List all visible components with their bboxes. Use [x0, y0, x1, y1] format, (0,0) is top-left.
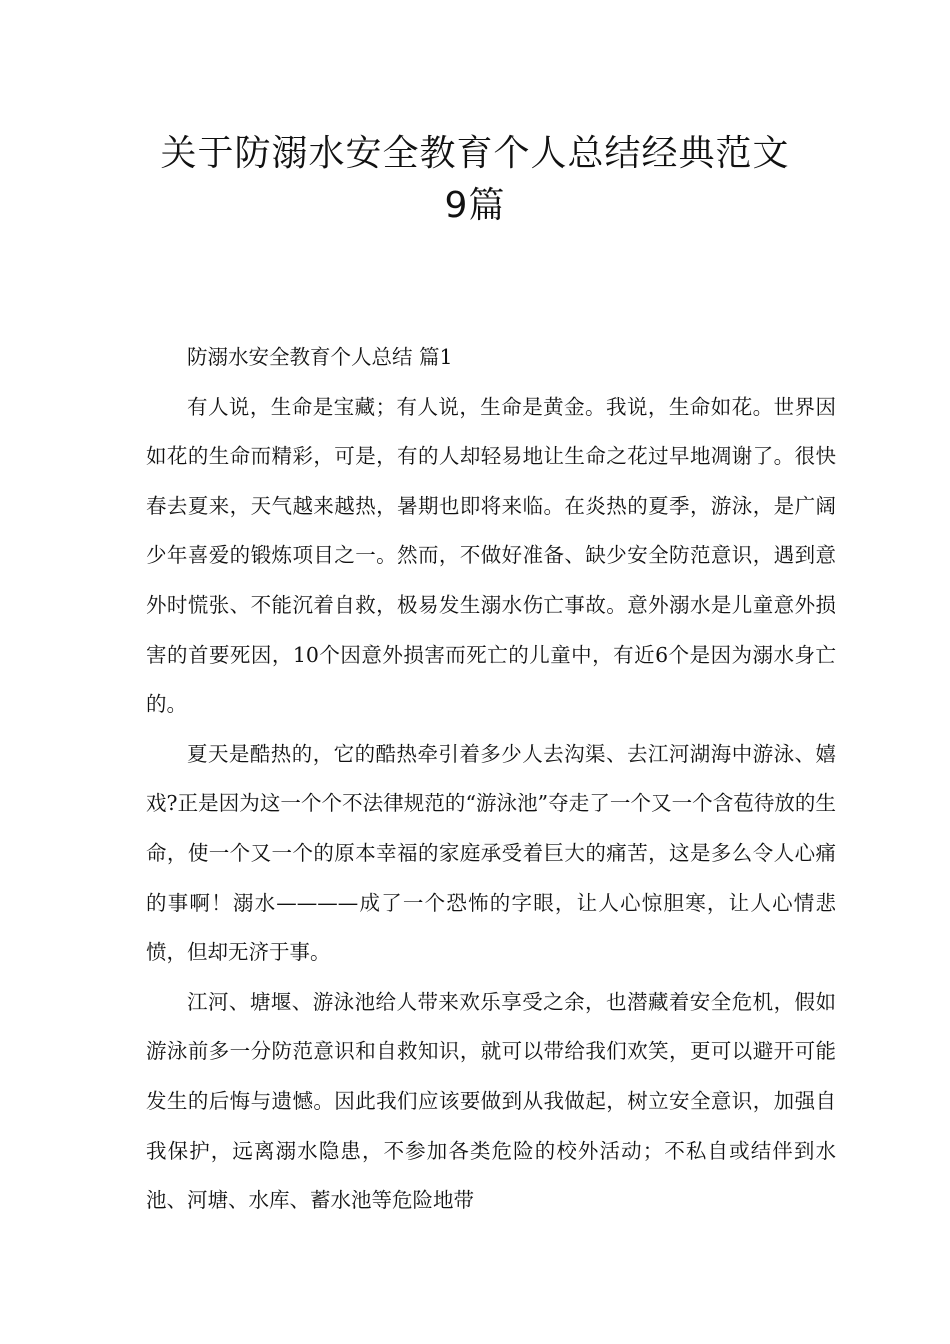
document-body: [146, 333, 836, 1226]
title-line-2: 9篇: [444, 185, 506, 226]
section-heading: 防溺水安全教育个人总结 篇1: [187, 345, 453, 369]
title-line-1: 关于防溺水安全教育个人总结经典范文: [160, 133, 790, 174]
document-title: [100, 128, 850, 232]
paragraph-1: 有人说，生命是宝藏；有人说，生命是黄金。我说，生命如花。世界因如花的生命而精彩，可是，有的人却轻易地让生命之花过早地凋谢了。很快春去夏来，天气越来越热，暑期也即将来临。在炎热的夏季，游泳，是广阔少年喜爱的锻炼项目之一。然而，不做好准备、缺少安全防范意识，遇到意外时慌张、不能沉着自救，极易发生溺水伤亡事故。意外溺水是儿童意外损害的首要死因，10个因意外损害而死亡的儿童中，有近6个是因为溺水身亡的。: [146, 394, 836, 717]
paragraph-3: 江河、塘堰、游泳池给人带来欢乐享受之余，也潜藏着安全危机，假如游泳前多一分防范意识和自救知识，就可以带给我们欢笑，更可以避开可能发生的后悔与遗憾。因此我们应该要做到从我做起，树立安全意识，加强自我保护，远离溺水隐患，不参加各类危险的校外活动；不私自或结伴到水池、河塘、水库、蓄水池等危险地带: [146, 989, 836, 1213]
paragraph-2: 夏天是酷热的，它的酷热牵引着多少人去沟渠、去江河湖海中游泳、嬉戏?正是因为这一个个不法律规范的“游泳池”夺走了一个又一个含苞待放的生命，使一个又一个的原本幸福的家庭承受着巨大的痛苦，这是多么令人心痛的事啊！溺水————成了一个恐怖的字眼，让人心惊胆寒，让人心情悲愤，但却无济于事。: [146, 741, 836, 965]
